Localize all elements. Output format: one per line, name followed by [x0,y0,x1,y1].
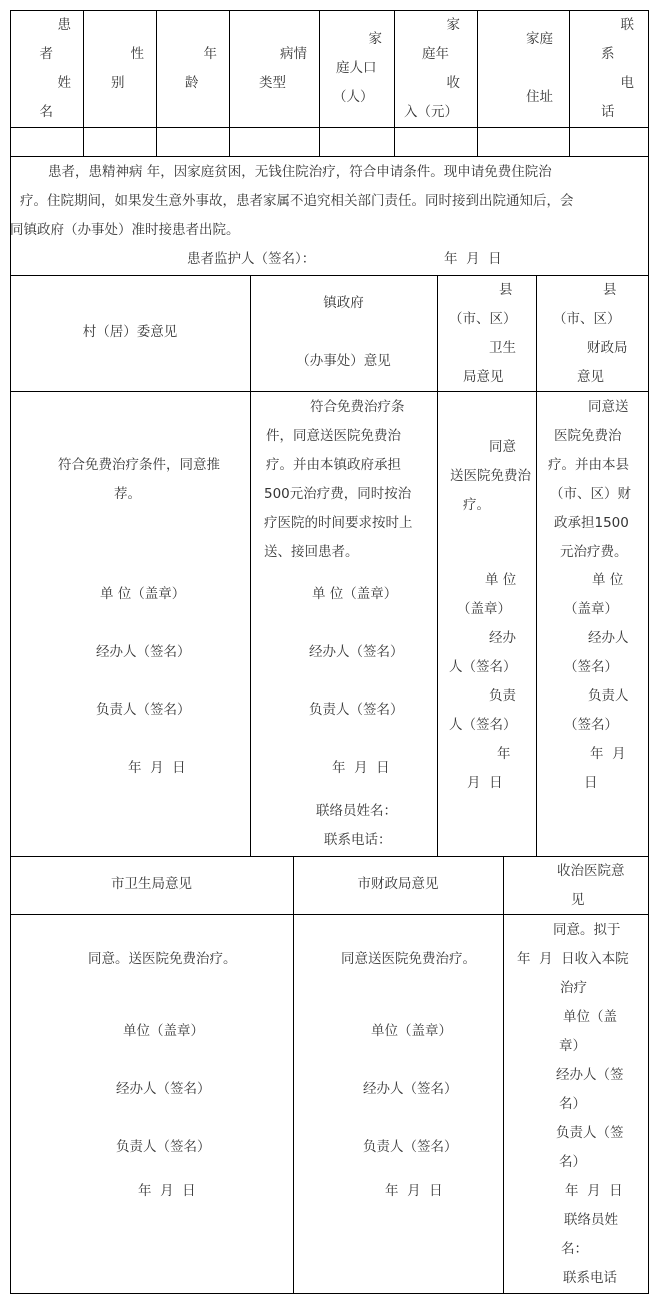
header-text: （市、区） [553,311,621,327]
liaison-phone-label: 联系电话： [324,832,392,848]
handler-signature-label: 经办人（签名） [309,644,404,660]
leader-signature-label: 负责人（签名） [309,702,404,718]
statement-line: 同镇政府（办事处）准时接患者出院。 [10,222,240,238]
date-label: 日 [584,775,598,791]
hospital-opinion-cell [503,915,648,1293]
unit-seal-label: 单 位（盖章） [100,586,186,602]
liaison-phone-label: 联系电话 [563,1270,617,1286]
opinion-text: 同意 [489,439,516,455]
county-finance-bureau-header [536,276,648,392]
header-text: 见 [571,892,585,908]
header-text: 电 [620,75,634,91]
leader-signature-label: 负责人（签名） [363,1139,458,1155]
leader-signature-label: 负责人（签名） [116,1139,211,1155]
grid-line [10,156,649,157]
gender-input-cell[interactable] [84,128,156,156]
date-label: 年 月 日 [385,1183,443,1199]
county-finance-opinion-cell [536,392,648,856]
hospital-header [503,857,648,915]
header-text: 财政局 [587,340,628,356]
statement-line: 患者，患精神病 年，因家庭贫困，无钱住院治疗，符合申请条件。现申请免费住院治 [48,164,552,180]
header-text: （市、区） [449,311,517,327]
liaison-name-label: 名： [561,1241,588,1257]
opinion-text: 疗。并由本镇政府承担 [266,457,401,473]
header-text: 话 [601,104,615,120]
header-text: 姓 [57,75,71,91]
opinion-text: 符合免费治疗条件，同意推 [58,457,220,473]
unit-seal-label: 单位（盖 [563,1009,617,1025]
unit-seal-label: 单位（盖章） [123,1023,204,1039]
header-text: 县 [603,282,617,298]
header-text: 病情 [280,46,307,62]
city-health-bureau-header: 市卫生局意见 [111,876,192,892]
header-phone [569,11,648,127]
header-text: 收治医院意 [557,863,625,879]
header-text: 局意见 [463,369,504,385]
leader-signature-label: 负责人（签名） [96,702,191,718]
header-text: 性 [130,46,144,62]
illness-type-input-cell[interactable] [230,128,319,156]
header-text: 卫生 [489,340,516,356]
town-government-header [250,289,437,376]
handler-signature-label: 经办人 [588,630,629,646]
header-age [156,40,229,98]
opinion-text: 件，同意送医院免费治 [266,428,401,444]
grid-line [10,10,649,11]
handler-signature-label: 名） [559,1096,586,1112]
header-patient-name [10,11,83,127]
header-text: 系 [601,46,615,62]
leader-signature-label: （签名） [564,717,618,733]
header-text: 年 [203,46,217,62]
household-income-input-cell[interactable] [395,128,477,156]
liaison-name-label: 联络员姓名： [316,803,397,819]
header-text: 类型 [259,75,286,91]
unit-seal-label: 单 位（盖章） [312,586,398,602]
guardian-signature-label: 患者监护人（签名）： [187,251,316,267]
leader-signature-label: 负责人 [588,688,629,704]
town-opinion-cell [250,392,437,856]
date-label: 年 [497,746,511,762]
header-text: 意见 [577,369,604,385]
header-text: 龄 [185,75,199,91]
statement-line: 疗。住院期间，如果发生意外事故，患者家属不追究相关部门责任。同时接到出院通知后，会 [20,193,574,209]
leader-signature-label: 名） [559,1154,586,1170]
address-input-cell[interactable] [478,128,569,156]
header-text: 者 [39,46,53,62]
header-household-size [319,25,394,112]
handler-signature-label: 经办人（签 [556,1067,624,1083]
opinion-text: 医院免费治 [554,428,622,444]
header-text: 庭人口 [336,60,377,76]
handler-signature-label: 经办人（签名） [96,644,191,660]
header-text: 别 [111,75,125,91]
unit-seal-label: 单 位 [592,572,624,588]
leader-signature-label: 人（签名） [449,717,517,733]
city-health-opinion-cell [10,915,293,1293]
header-text: 名 [39,104,53,120]
date-label: 年 月 日 [138,1183,196,1199]
handler-signature-label: 经办人（签名） [363,1081,458,1097]
spacer [250,318,437,347]
opinion-text: 同意。送医院免费治疗。 [88,951,237,967]
opinion-text: 政承担1500 [554,515,629,531]
header-text: （办事处）意见 [296,353,391,369]
date-label: 年 月 日 [332,760,390,776]
header-gender [83,40,156,98]
grid-line [648,10,649,1294]
opinion-text: 疗。 [463,497,490,513]
unit-seal-label: 章） [559,1038,586,1054]
header-text: 收 [446,75,460,91]
opinion-text: 同意。拟于 [553,922,621,938]
leader-signature-label: 负责 [489,688,516,704]
header-household-income [394,11,477,127]
grid-line [10,1293,649,1294]
header-text: 庭年 [422,46,449,62]
opinion-text: 疗医院的时间要求按时上 [264,515,413,531]
city-finance-opinion-cell [293,915,503,1293]
county-health-bureau-header [437,276,536,392]
statement-date: 年 月 日 [444,251,502,267]
village-committee-header: 村（居）委意见 [82,324,178,340]
opinion-text: 符合免费治疗条 [310,399,405,415]
opinion-text: 治疗 [560,980,587,996]
opinion-text: 同意送 [588,399,629,415]
header-text: 县 [499,282,513,298]
opinion-text: 送医院免费治 [450,468,531,484]
opinion-text: 500元治疗费，同时按治 [264,486,412,502]
village-opinion-cell [10,392,250,856]
unit-seal-label: 单位（盖章） [371,1023,452,1039]
opinion-text: 元治疗费。 [560,544,628,560]
leader-signature-label: 负责人（签 [556,1125,624,1141]
phone-input-cell[interactable] [570,128,648,156]
date-label: 年 月 [590,746,626,762]
date-label: 年 月 日 [565,1183,623,1199]
header-text: 住址 [526,89,553,105]
county-health-opinion-cell [437,392,536,856]
patient-name-input-cell[interactable] [11,128,83,156]
opinion-text: （市、区）财 [550,486,631,502]
unit-seal-label: （盖章） [564,601,618,617]
unit-seal-label: 单 位 [485,572,517,588]
header-text: 家 [446,17,460,33]
opinion-text: 疗。并由本县 [548,457,629,473]
header-text: 镇政府 [323,295,364,311]
header-text: 患 [57,17,71,33]
handler-signature-label: （签名） [564,659,618,675]
header-text: 联 [620,17,634,33]
handler-signature-label: 人（签名） [449,659,517,675]
header-illness-type [229,40,319,98]
liaison-name-label: 联络员姓 [564,1212,618,1228]
opinion-text: 同意送医院免费治疗。 [341,951,476,967]
unit-seal-label: （盖章） [457,601,511,617]
opinion-text: 年 月 日收入本院 [517,951,629,967]
handler-signature-label: 经办 [489,630,516,646]
header-text: 家庭 [526,31,553,47]
header-text: 家 [368,31,382,47]
date-label: 年 月 日 [128,760,186,776]
header-text: （人） [333,89,374,105]
city-finance-bureau-header: 市财政局意见 [357,876,439,892]
age-input-cell[interactable] [157,128,229,156]
spacer [526,54,569,83]
handler-signature-label: 经办人（签名） [116,1081,211,1097]
header-address [477,25,569,112]
opinion-text: 送、接回患者。 [264,544,359,560]
opinion-text: 荐。 [114,486,141,502]
household-size-input-cell[interactable] [320,128,394,156]
header-text: 入（元） [404,104,458,120]
date-label: 月 日 [467,775,503,791]
